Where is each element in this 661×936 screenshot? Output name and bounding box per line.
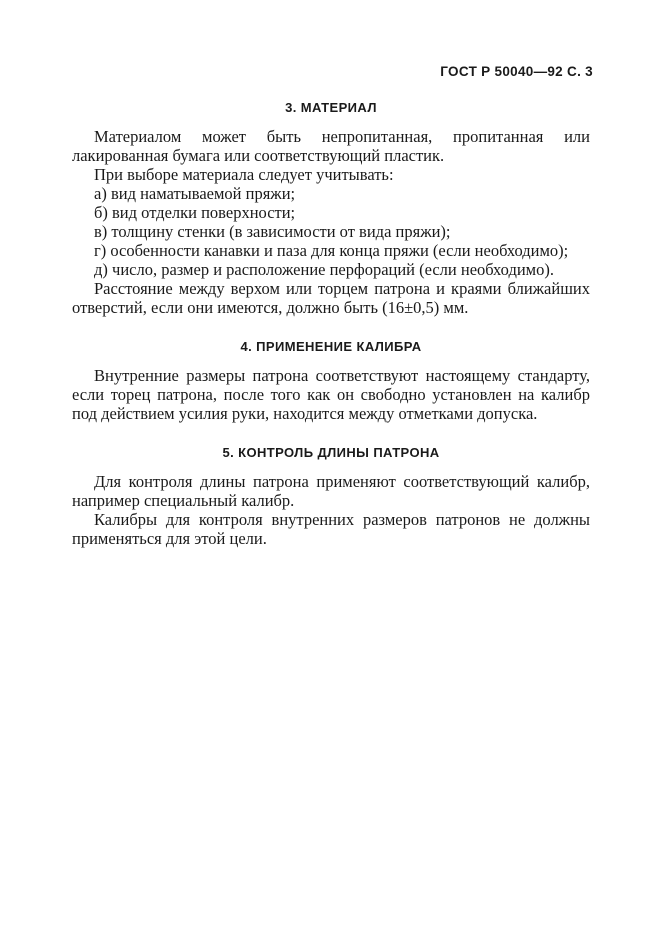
section-title: 5. КОНТРОЛЬ ДЛИНЫ ПАТРОНА bbox=[222, 445, 440, 460]
section-gauge-application bbox=[72, 339, 590, 423]
section-material bbox=[72, 100, 590, 317]
section-title: 3. МАТЕРИАЛ bbox=[285, 100, 377, 115]
section-title: 4. ПРИМЕНЕНИЕ КАЛИБРА bbox=[240, 339, 422, 354]
list-item: г) особенности канавки и паза для конца пряжи (если необходимо); bbox=[94, 241, 569, 260]
paragraph: Калибры для контроля внутренних размеров патронов не должны применяться для этой цели. bbox=[72, 510, 590, 548]
list-item: д) число, размер и расположение перфораций (если необходимо). bbox=[94, 260, 554, 279]
paragraph: При выборе материала следует учитывать: bbox=[94, 165, 394, 184]
paragraph: Внутренние размеры патрона соответствуют настоящему стандарту, если торец патрона, после того как он свободно установлен на калибр под действием усилия руки, находится между отметками допуска. bbox=[72, 366, 590, 423]
page-header: ГОСТ Р 50040—92 С. 3 bbox=[440, 64, 593, 79]
list-item: а) вид наматываемой пряжи; bbox=[94, 184, 296, 203]
section-length-control bbox=[72, 445, 590, 548]
paragraph: Расстояние между верхом или торцем патрона и краями ближайших отверстий, если они имеются, должно быть (16±0,5) мм. bbox=[72, 279, 590, 317]
paragraph: Материалом может быть непропитанная, пропитанная или лакированная бумага или соответствующий пластик. bbox=[72, 127, 590, 165]
page-content bbox=[72, 100, 590, 570]
paragraph: Для контроля длины патрона применяют соответствующий калибр, например специальный калибр. bbox=[72, 472, 590, 510]
list-item: в) толщину стенки (в зависимости от вида пряжи); bbox=[94, 222, 451, 241]
list-item: б) вид отделки поверхности; bbox=[94, 203, 296, 222]
